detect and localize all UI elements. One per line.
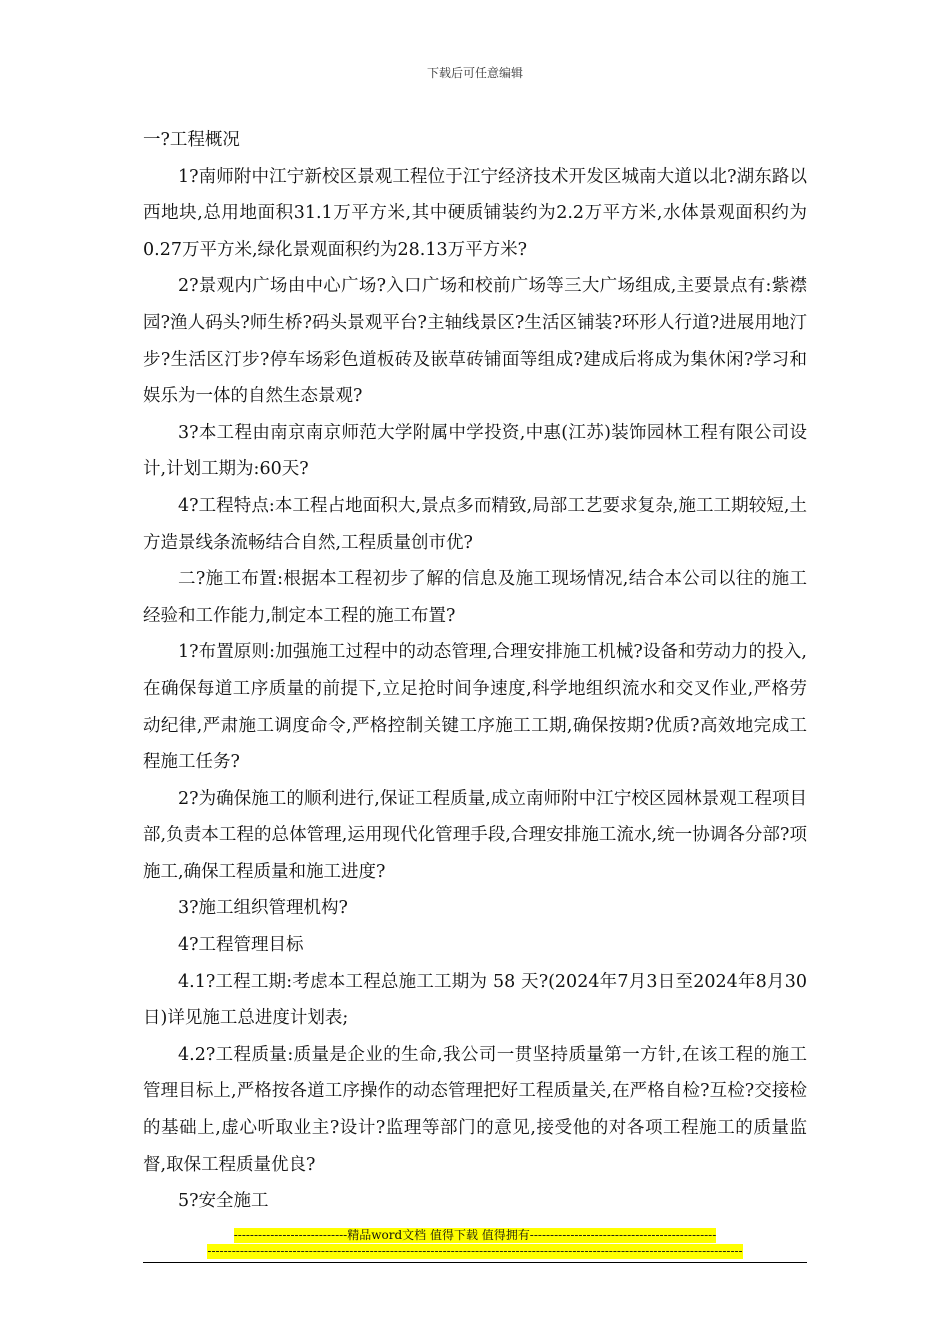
section-heading-layout: 二?施工布置:根据本工程初步了解的信息及施工现场情况,结合本公司以往的施工经验和工作能力,制定本工程的施工布置? <box>143 569 807 626</box>
footer-dash-line: ------------------------------------------------------------------------------------------------------------------------------------ <box>207 1244 743 1258</box>
paragraph: 3?施工组织管理机构? <box>178 898 348 919</box>
paragraph: 2?为确保施工的顺利进行,保证工程质量,成立南师附中江宁校区园林景观工程项目部,负责本工程的总体管理,运用现代化管理手段,合理安排施工流水,统一协调各分部?项施工,确保工程质量和施工进度? <box>143 788 807 882</box>
paragraph: 4.1?工程工期:考虑本工程总施工工期为 58 天?(2024年7月3日至2024年8月30日)详见施工总进度计划表; <box>143 971 807 1029</box>
paragraph: 2?景观内广场由中心广场?入口广场和校前广场等三大广场组成,主要景点有:紫襟园?渔人码头?师生桥?码头景观平台?主轴线景区?生活区铺装?环形人行道?进展用地汀步?生活区汀步?停车场彩色道板砖及嵌草砖铺面等组成?建成后将成为集休闲?学习和娱乐为一体的自然生态景观? <box>143 276 807 407</box>
paragraph: 5?安全施工 <box>178 1191 269 1212</box>
paragraph: 1?南师附中江宁新校区景观工程位于江宁经济技术开发区城南大道以北?湖东路以西地块,总用地面积31.1万平方米,其中硬质铺装约为2.2万平方米,水体景观面积约为0.27万平方米,绿化景观面积约为28.13万平方米? <box>143 166 807 260</box>
paragraph: 4?工程管理目标 <box>178 935 304 956</box>
paragraph: 4?工程特点:本工程占地面积大,景点多而精致,局部工艺要求复杂,施工工期较短,土方造景线条流畅结合自然,工程质量创市优? <box>143 495 807 553</box>
paragraph: 3?本工程由南京南京师范大学附属中学投资,中惠(江苏)装饰园林工程有限公司设计,计划工期为:60天? <box>143 422 807 480</box>
paragraph: 4.2?工程质量:质量是企业的生命,我公司一贯坚持质量第一方针,在该工程的施工管理目标上,严格按各道工序操作的动态管理把好工程质量关,在严格自检?互检?交接检的基础上,虚心听取业主?设计?监理等部门的意见,接受他的对各项工程施工的质量监督,取保工程质量优良? <box>143 1044 807 1175</box>
page-header: 下载后可任意编辑 <box>426 66 523 80</box>
section-heading-overview: 一?工程概况 <box>143 130 240 150</box>
footer-banner: ----------------------------精品word文档 值得下载 值得拥有---------------------------------------------- <box>233 1228 717 1242</box>
footer-rule <box>143 1262 807 1263</box>
page-footer <box>143 1228 807 1259</box>
document-body <box>143 122 807 1220</box>
paragraph: 1?布置原则:加强施工过程中的动态管理,合理安排施工机械?设备和劳动力的投入,在确保每道工序质量的前提下,立足抢时间争速度,科学地组织流水和交叉作业,严格劳动纪律,严肃施工调度命令,严格控制关键工序施工工期,确保按期?优质?高效地完成工程施工任务? <box>143 642 807 773</box>
